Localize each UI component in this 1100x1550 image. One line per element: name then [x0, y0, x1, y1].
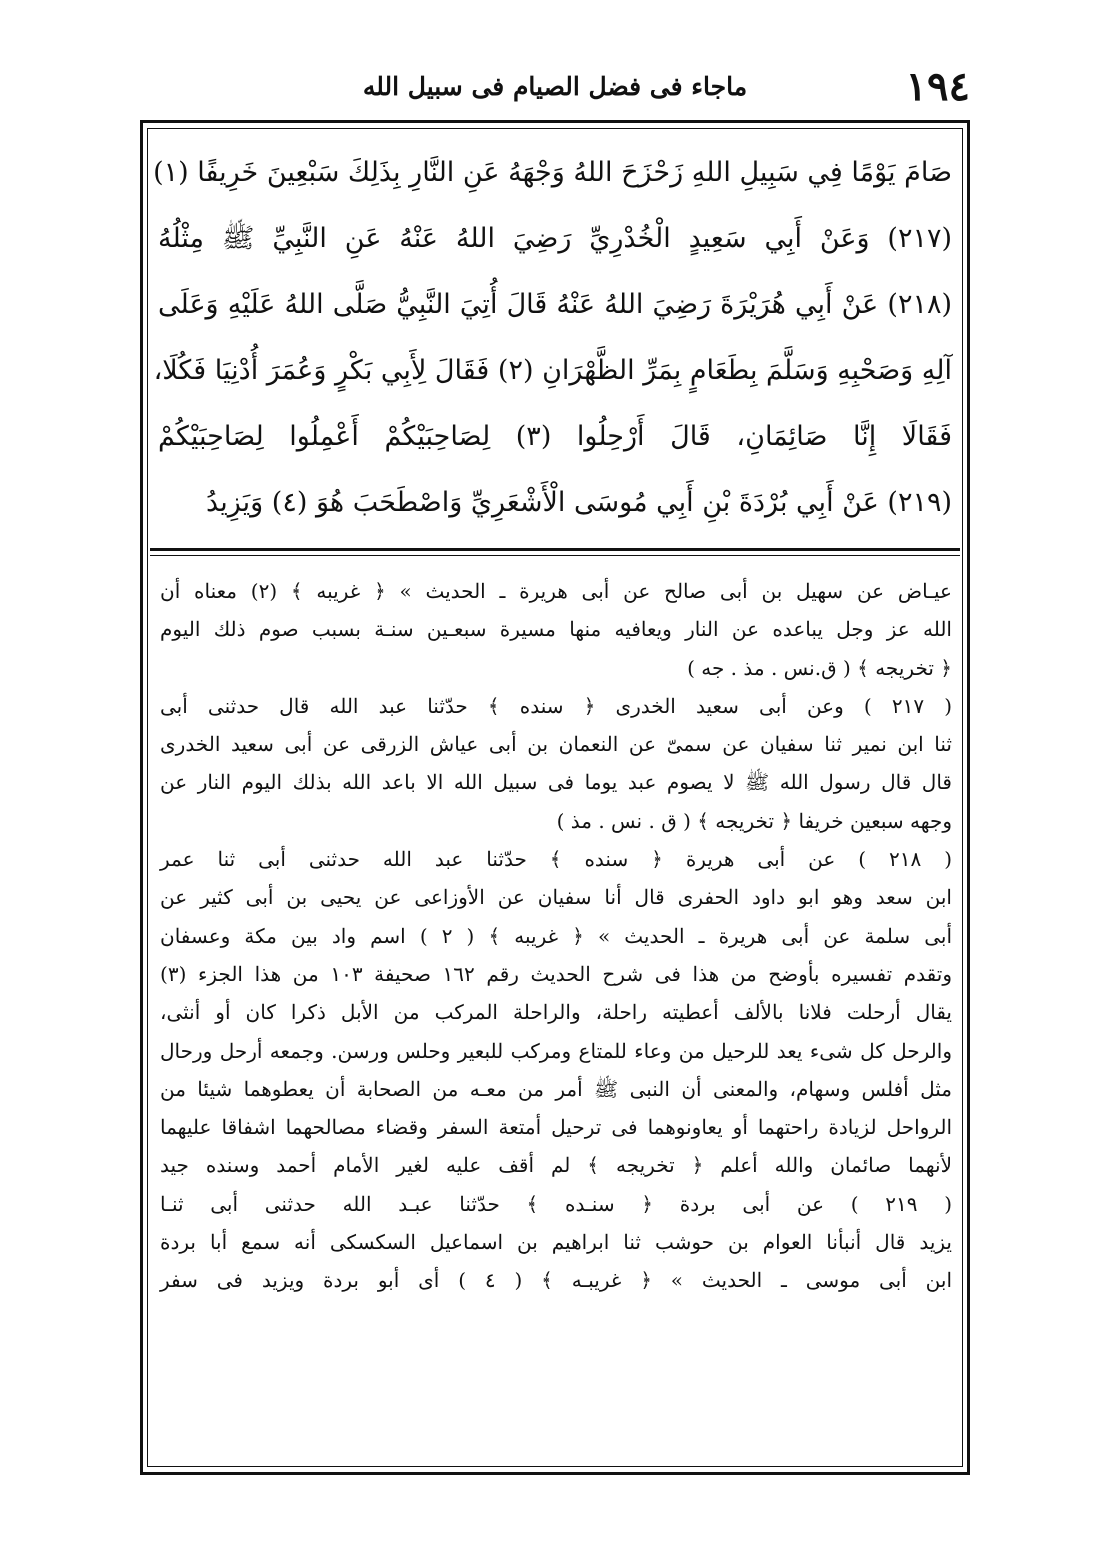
commentary-line: ابن سعد وهو ابو داود الحفرى قال أنا سفيان عن الأوزاعى عن يحيى بن أبى كثير عن	[160, 885, 952, 910]
commentary-line: الله عز وجل يباعده عن النار ويعافيه منها مسيرة سبعـين سنـة بسبب صوم ذلك اليوم	[160, 617, 952, 642]
commentary-line: وجهه سبعين خريفا ﴿ تخريجه ﴾ ( ق . نس . مذ )	[556, 808, 952, 833]
page-header	[140, 62, 970, 112]
hadith-line: (٢١٧) وَعَنْ أَبِي سَعِيدٍ الْخُدْرِيِّ رَضِيَ اللهُ عَنْهُ عَنِ النَّبِيِّ ﷺ مِثْلُهُ	[158, 223, 952, 254]
page-number: ١٩٤	[905, 63, 970, 110]
commentary-line: مثل أفلس وسهام، والمعنى أن النبى ﷺ أمر من معـه من الصحابة أن يعطوهما شيئا من	[160, 1076, 952, 1101]
commentary-line: ( ٢١٧ ) وعن أبى سعيد الخدرى ﴿ سنده ﴾ حدّثنا عبد الله قال حدثنى أبى	[160, 693, 952, 718]
commentary-line: ابن أبى موسى ـ الحديث » ﴿ غريبـه ﴾ ( ٤ ) أى أبو بردة ويزيد فى سفر	[160, 1268, 953, 1293]
hadith-line: فَقَالَا إِنَّا صَائِمَانِ، قَالَ أَرْحِلُوا (٣) لِصَاحِبَيْكُمْ أَعْمِلُوا لِصَاحِبَيْكُمْ	[158, 421, 952, 452]
hadith-line: آلِهِ وَصَحْبِهِ وَسَلَّمَ بِطَعَامٍ بِمَرِّ الظَّهْرَانِ (٢) فَقَالَ لِأَبِي بَكْرٍ وَعُمَرَ أُدْنِيَا فَكُلَا،	[153, 355, 952, 386]
commentary-line: والرحل كل شىء يعد للرحيل من وعاء للمتاع ومركب للبعير وحلس ورسن. وجمعه أرحل ورحال	[160, 1038, 952, 1063]
commentary-line: ﴿ تخريجه ﴾ ( ق.نس . مذ . جه )	[687, 655, 952, 680]
commentary-line: يقال أرحلت فلانا بالألف أعطيته راحلة، والراحلة المركب من الأبل ذكرا كان أو أنثى،	[160, 1000, 952, 1025]
commentary-line: وتقدم تفسيره بأوضح من هذا فى شرح الحديث رقم ١٦٢ صحيفة ١٠٣ من هذا الجزء (٣)	[160, 961, 952, 986]
commentary-line: عيـاض عن سهيل بن أبى صالح عن أبى هريرة ـ الحديث » ﴿ غريبه ﴾ (٢) معناه أن	[160, 579, 952, 603]
commentary-line: يزيد قال أنبأنا العوام بن حوشب ثنا ابراهيم بن اسماعيل السكسكى أنه سمع أبا بردة	[160, 1230, 952, 1255]
commentary-line: ثنا ابن نمير ثنا سفيان عن سمىّ عن النعمان بن أبى عياش الزرقى عن أبى سعيد الخدرى	[160, 732, 952, 757]
running-title: ماجاء فى فضل الصيام فى سبيل الله	[362, 72, 748, 101]
commentary-text	[160, 572, 952, 1300]
hadith-line: صَامَ يَوْمًا فِي سَبِيلِ اللهِ زَحْزَحَ اللهُ وَجْهَهُ عَنِ النَّارِ بِذَلِكَ سَبْعِينَ خَرِيفًا (١)	[153, 157, 952, 188]
commentary-line: ( ٢١٩ ) عن أبى بردة ﴿ سنـده ﴾ حدّثنا عبـد الله حدثنى أبى ثنـا	[160, 1191, 953, 1216]
commentary-line: لأنهما صائمان والله أعلم ﴿ تخريجه ﴾ لم أقف عليه لغير الأمام أحمد وسنده جيد	[160, 1153, 952, 1178]
hadith-line: (٢١٨) عَنْ أَبِي هُرَيْرَةَ رَضِيَ اللهُ عَنْهُ قَالَ أُتِيَ النَّبِيُّ صَلَّى اللهُ عَلَيْهِ وَعَلَى	[158, 289, 952, 320]
hadith-line: (٢١٩) عَنْ أَبِي بُرْدَةَ بْنِ أَبِي مُوسَى الْأَشْعَرِيِّ وَاصْطَحَبَ هُوَ (٤) وَيَزِيدُ	[206, 487, 952, 518]
commentary-line: قال قال رسول الله ﷺ لا يصوم عبد يوما فى سبيل الله الا باعد الله بذلك اليوم النار عن	[160, 770, 952, 795]
commentary-line: أبى سلمة عن أبى هريرة ـ الحديث » ﴿ غريبه ﴾ ( ٢ ) اسم واد بين مكة وعسفان	[160, 923, 952, 948]
section-divider	[150, 548, 960, 556]
commentary-line: الرواحل لزيادة راحتهما أو يعاونوهما فى ترحيل أمتعة السفر وقضاء مصالحهما اشفاقا عليهما	[160, 1115, 952, 1140]
commentary-line: ( ٢١٨ ) عن أبى هريرة ﴿ سنده ﴾ حدّثنا عبد الله حدثنى أبى ثنا عمر	[160, 847, 952, 872]
hadith-text	[153, 140, 952, 536]
